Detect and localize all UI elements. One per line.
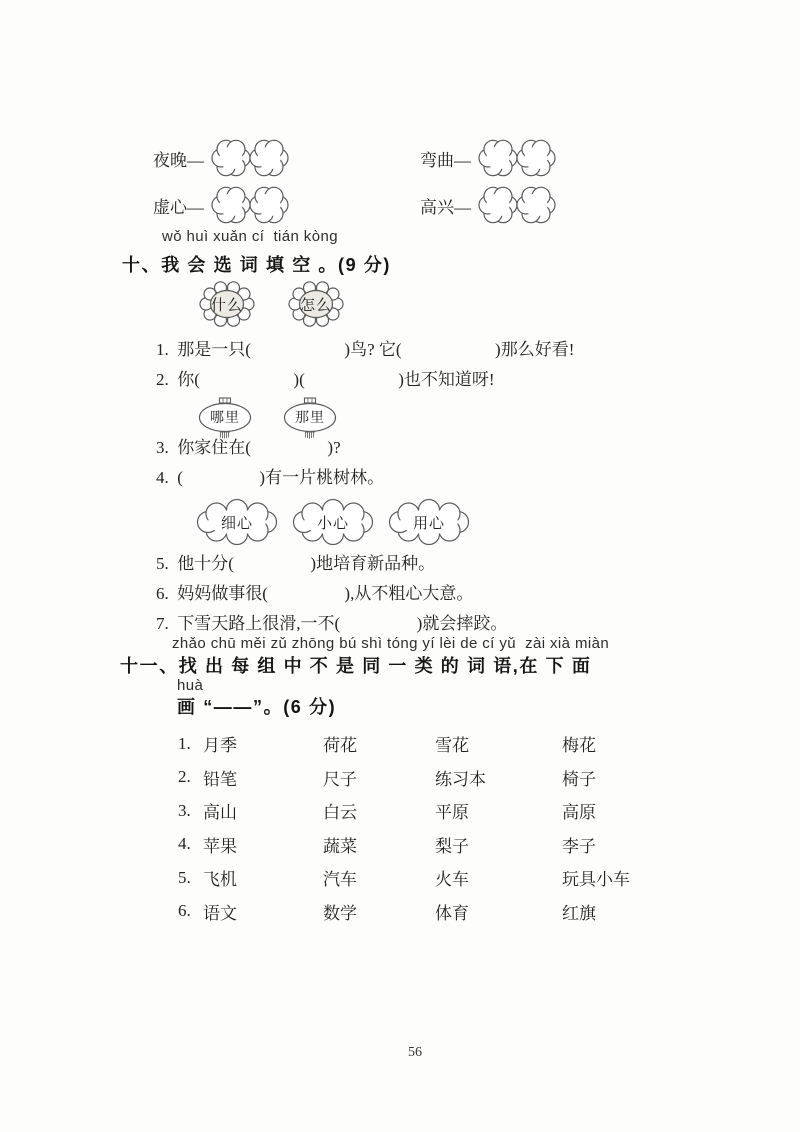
answer-flower-icon — [515, 139, 557, 177]
answer-flower-icon — [248, 186, 290, 224]
word-cell: 梨子 — [435, 836, 469, 856]
pair-item — [420, 186, 557, 224]
section-11-pinyin: zhǎo chū měi zǔ zhōng bú shì tóng yí lèi de cí yǔ zài xià miàn — [172, 635, 610, 652]
table-row — [178, 861, 678, 895]
table-row — [178, 727, 678, 761]
word-cell: 荷花 — [323, 736, 357, 756]
word-cell: 飞机 — [203, 870, 237, 890]
word-cell: 铅笔 — [203, 769, 237, 789]
row-number: 3. — [178, 800, 191, 820]
section-11-title-line2: 画 “——”。(6 分) — [177, 697, 337, 717]
row-number: 1. — [178, 733, 191, 753]
word-cell: 椅子 — [562, 769, 596, 789]
section-10-pinyin: wǒ huì xuǎn cí tián kòng — [162, 228, 338, 245]
word-cell: 平原 — [435, 803, 469, 823]
word-cell: 高原 — [562, 803, 596, 823]
word-cell: 汽车 — [323, 870, 357, 890]
pair-label: 高兴— — [420, 197, 471, 217]
word-cell: 月季 — [203, 736, 237, 756]
choice-clouds — [193, 496, 473, 548]
fill-blank-items-a — [156, 335, 574, 395]
fill-blank-item: 2. 你( )( )也不知道呀! — [156, 370, 495, 389]
cloud-icon — [289, 496, 377, 548]
word-cell: 练习本 — [435, 769, 486, 789]
sunflower-icon — [287, 279, 345, 329]
row-number: 5. — [178, 867, 191, 887]
table-row — [178, 794, 678, 828]
word-cell: 蔬菜 — [323, 836, 357, 856]
word-cell: 李子 — [562, 836, 596, 856]
fill-blank-item: 4. ( )有一片桃树林。 — [156, 468, 385, 487]
answer-flower-icon — [210, 186, 252, 224]
fill-blank-item: 5. 他十分( )地培育新品种。 — [156, 554, 436, 573]
answer-flower-icon — [515, 186, 557, 224]
table-row — [178, 828, 678, 862]
row-number: 4. — [178, 834, 191, 854]
word-cell: 体育 — [435, 903, 469, 923]
word-table — [178, 727, 678, 928]
row-number: 6. — [178, 901, 191, 921]
row-number: 2. — [178, 767, 191, 787]
cloud-word: 用心 — [412, 515, 445, 532]
word-cell: 玩具小车 — [562, 870, 630, 890]
section-10-title: 十、我 会 选 词 填 空 。(9 分) — [122, 255, 392, 275]
word-cell: 雪花 — [435, 736, 469, 756]
word-cell: 苹果 — [203, 836, 237, 856]
answer-flower-icon — [210, 139, 252, 177]
word-cell: 数学 — [323, 903, 357, 923]
pair-item — [153, 139, 290, 177]
pair-item — [153, 186, 290, 224]
fill-blank-item: 7. 下雪天路上很滑,一不( )就会摔跤。 — [156, 614, 508, 633]
choice-flowers — [198, 279, 345, 329]
word-cell: 红旗 — [562, 903, 596, 923]
flower-word: 什么 — [210, 297, 243, 314]
fill-blank-item: 3. 你家住在( )? — [156, 438, 341, 457]
sunflower-icon — [198, 279, 256, 329]
answer-flower-icon — [248, 139, 290, 177]
answer-flower-icon — [477, 186, 519, 224]
fill-blank-items-c — [156, 549, 507, 639]
word-cell: 语文 — [203, 903, 237, 923]
fill-blank-items-b — [156, 433, 384, 493]
cloud-word: 细心 — [220, 515, 253, 532]
cloud-icon — [385, 496, 473, 548]
word-cell: 白云 — [323, 803, 357, 823]
fill-blank-item: 6. 妈妈做事很( ),从不粗心大意。 — [156, 584, 474, 603]
fill-blank-item: 1. 那是一只( )鸟? 它( )那么好看! — [156, 340, 575, 359]
word-cell: 梅花 — [562, 736, 596, 756]
cloud-word: 小心 — [316, 515, 349, 532]
page-number: 56 — [408, 1045, 422, 1060]
word-cell: 高山 — [203, 803, 237, 823]
pair-label: 虚心— — [153, 197, 204, 217]
lantern-word: 那里 — [295, 411, 325, 426]
lantern-word: 哪里 — [210, 411, 240, 426]
section-11-pinyin-hua: huà — [177, 677, 204, 694]
word-cell: 尺子 — [323, 769, 357, 789]
section-11-title: 十一、找 出 每 组 中 不 是 同 一 类 的 词 语,在 下 面 — [120, 656, 592, 676]
flower-word: 怎么 — [299, 297, 332, 314]
cloud-icon — [193, 496, 281, 548]
answer-flower-icon — [477, 139, 519, 177]
table-row — [178, 761, 678, 795]
table-row — [178, 895, 678, 929]
word-cell: 火车 — [435, 870, 469, 890]
pair-label: 夜晚— — [153, 150, 204, 170]
pair-label: 弯曲— — [420, 150, 471, 170]
pair-item — [420, 139, 557, 177]
